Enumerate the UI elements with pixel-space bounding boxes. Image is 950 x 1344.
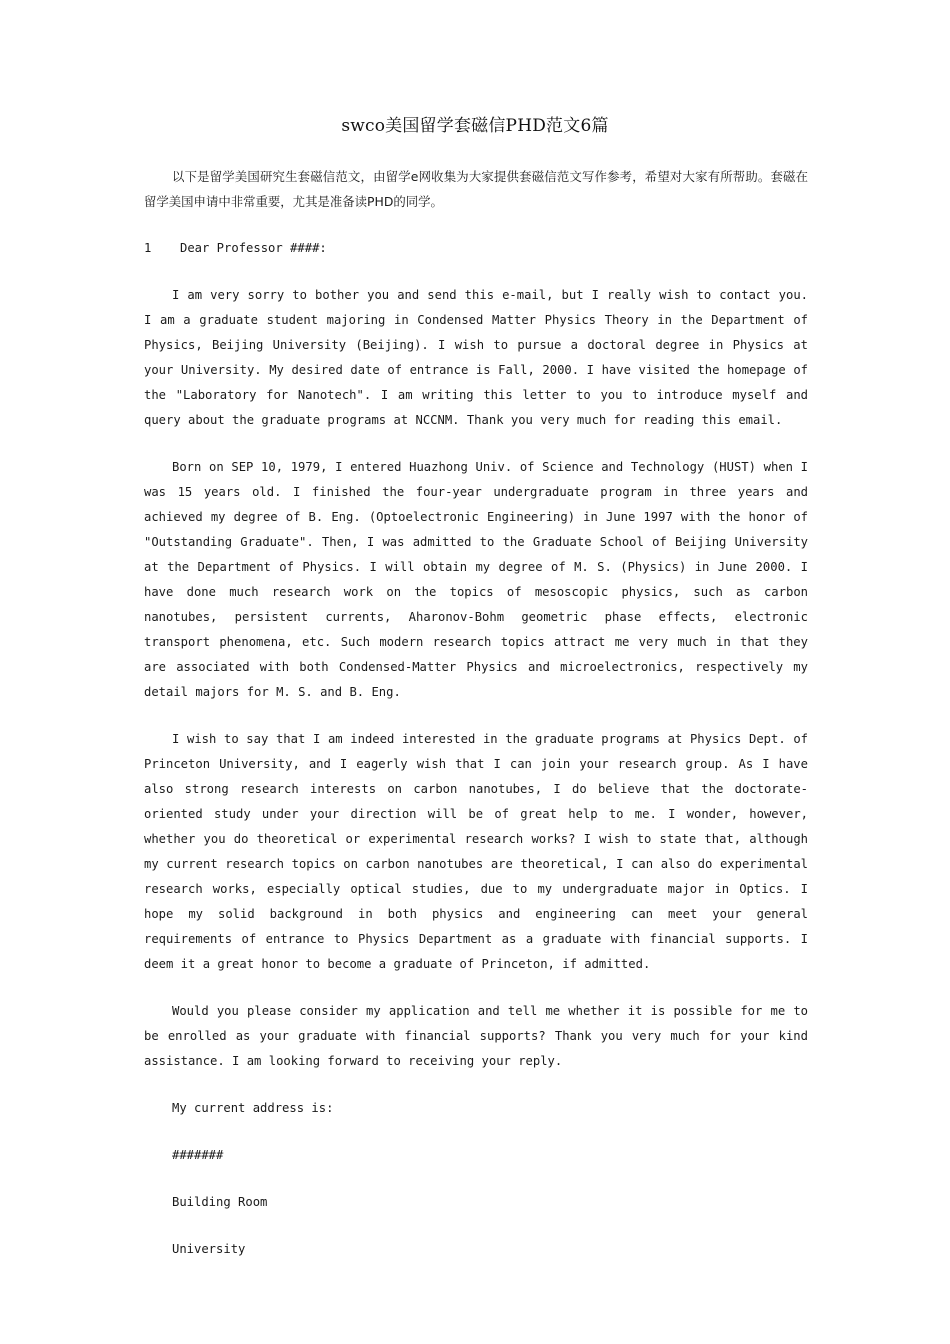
letter-paragraph: I wish to say that I am indeed interested in the graduate programs at Physics Dept. of Princeton University, and I eagerly wish that I can join your research group. As I have also strong research interests on carbon nanotubes, I do believe that the doctorate-oriented study under your direction will be of great help to me. I wonder, however, whether you do theoretical or experimental research works? I wish to state that, although my current research topics on carbon nanotubes are theoretical, I can also do experimental research works, especially optical studies, due to my undergraduate major in Optics. I hope my solid background in both physics and engineering can meet your general requirements of entrance to Physics Department as a graduate with financial supports. I deem it a great honor to become a graduate of Princeton, if admitted. [144, 732, 808, 971]
document-title: swco美国留学套磁信PHD范文6篇 [341, 116, 609, 136]
address-intro: My current address is: [172, 1101, 334, 1115]
letter-paragraph: Would you please consider my application and tell me whether it is possible for me to be enrolled as your graduate with financial supports? Thank you very much for your kind assistance. I am looking forward to receiving your reply. [144, 1004, 808, 1068]
address-line: Building Room [172, 1195, 268, 1209]
address-line: ####### [172, 1148, 224, 1162]
address-line: University [172, 1242, 246, 1256]
salutation-text: Dear Professor ####: [180, 241, 327, 255]
letter-number: 1 [144, 241, 152, 255]
letter-salutation [144, 236, 808, 261]
intro-paragraph: 以下是留学美国研究生套磁信范文，由留学e网收集为大家提供套磁信范文写作参考，希望对大家有所帮助。套磁在留学美国申请中非常重要，尤其是准备读PHD的同学。 [144, 169, 808, 209]
letter-paragraph: I am very sorry to bother you and send this e-mail, but I really wish to contact you. I am a graduate student majoring in Condensed Matter Physics Theory in the Department of Physics, Beijing University (Beijing). I wish to pursue a doctoral degree in Physics at your University. My desired date of entrance is Fall, 2000. I have visited the homepage of the "Laboratory for Nanotech". I am writing this letter to you to introduce myself and query about the graduate programs at NCCNM. Thank you very much for reading this email. [144, 288, 808, 427]
letter-paragraph: Born on SEP 10, 1979, I entered Huazhong Univ. of Science and Technology (HUST) when I was 15 years old. I finished the four-year undergraduate program in three years and achieved my degree of B. Eng. (Optoelectronic Engineering) in June 1997 with the honor of "Outstanding Graduate". Then, I was admitted to the Graduate School of Beijing University at the Department of Physics. I will obtain my degree of M. S. (Physics) in June 2000. I have done much research work on the topics of mesoscopic physics, such as carbon nanotubes, persistent currents, Aharonov-Bohm geometric phase effects, electronic transport phenomena, etc. Such modern research topics attract me very much in that they are associated with both Condensed-Matter Physics and microelectronics, respectively my detail majors for M. S. and B. Eng. [144, 460, 808, 699]
document-body [144, 164, 808, 1284]
